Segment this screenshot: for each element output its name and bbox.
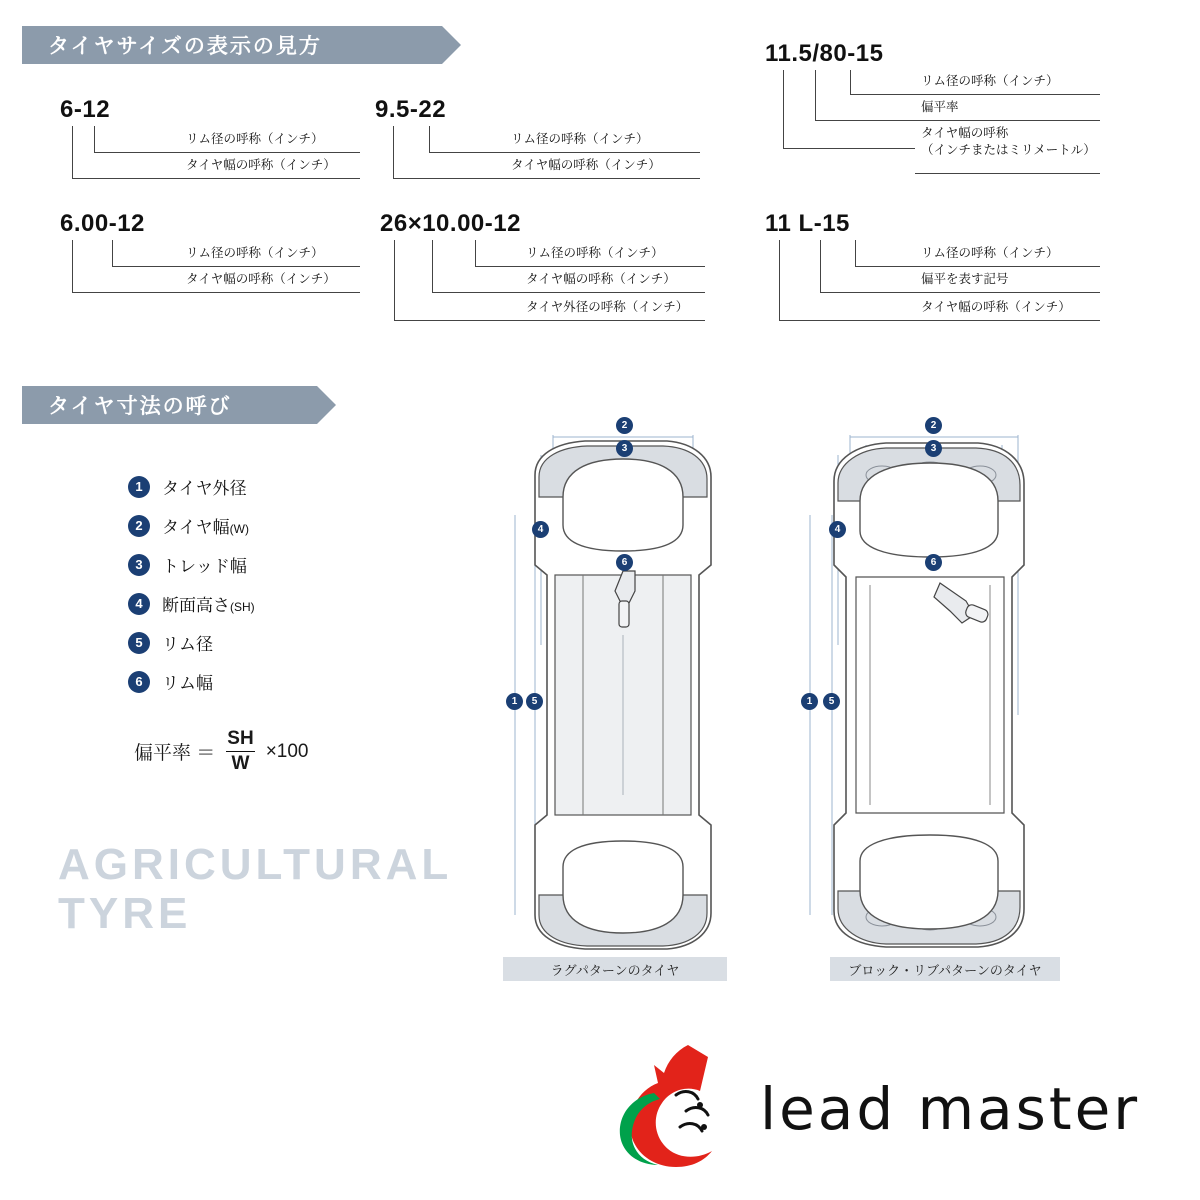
- legend-badge: 3: [128, 554, 150, 576]
- dim-badge-2: 2: [925, 417, 942, 434]
- dim-badge-4: 4: [532, 521, 549, 538]
- legend-item: [128, 552, 255, 577]
- legend-label: リム幅: [162, 674, 213, 693]
- lead-master-mark-icon: [580, 1035, 760, 1175]
- size-label: 6-12: [60, 96, 111, 123]
- formula-denominator: W: [226, 751, 256, 775]
- legend-badge: 2: [128, 515, 150, 537]
- dim-badge-4: 4: [829, 521, 846, 538]
- callout-text: タイヤ幅の呼称（インチ）: [526, 272, 676, 286]
- size-example-11L-15: [765, 210, 1105, 348]
- size-example-6-12: [60, 96, 360, 204]
- dim-badge-6: 6: [616, 554, 633, 571]
- callout-text: リム径の呼称（インチ）: [921, 246, 1059, 260]
- formula-fraction: [221, 728, 259, 775]
- callout-text: タイヤ幅の呼称（インチ）: [921, 300, 1071, 314]
- legend-item: [128, 669, 255, 694]
- callout-text: リム径の呼称（インチ）: [186, 132, 324, 146]
- dim-badge-1: 1: [506, 693, 523, 710]
- size-label: 11 L-15: [765, 210, 850, 237]
- size-example-9-5-22: [375, 96, 695, 204]
- tyre-diagram-block-rib: [790, 415, 1070, 978]
- legend-badge: 4: [128, 593, 150, 615]
- section-banner-dimension: [22, 386, 317, 424]
- legend-item: [128, 513, 255, 538]
- legend-badge: 1: [128, 476, 150, 498]
- size-example-6-00-12: [60, 210, 360, 318]
- size-label: 9.5-22: [375, 96, 447, 123]
- size-label: 11.5/80-15: [765, 40, 884, 67]
- dim-badge-6: 6: [925, 554, 942, 571]
- legend-label: リム径: [162, 635, 213, 654]
- size-label: 6.00-12: [60, 210, 145, 237]
- callout-text: タイヤ幅の呼称（インチ）: [511, 158, 661, 172]
- callout-text: リム径の呼称（インチ）: [526, 246, 664, 260]
- dim-badge-1: 1: [801, 693, 818, 710]
- diagram-caption-block-rib: ブロック・リブパターンのタイヤ: [830, 957, 1060, 981]
- callout-text: タイヤ幅の呼称: [921, 126, 1009, 140]
- legend-item: [128, 591, 255, 616]
- callout-text: タイヤ幅の呼称（インチ）: [186, 158, 336, 172]
- watermark-line-1: AGRICULTURAL: [58, 840, 453, 889]
- legend-item: [128, 630, 255, 655]
- legend-label: トレッド幅: [162, 557, 247, 576]
- formula-numerator: SH: [227, 728, 254, 749]
- legend-item: [128, 474, 255, 499]
- callout-text: リム径の呼称（インチ）: [921, 74, 1059, 88]
- callout-text: リム径の呼称（インチ）: [511, 132, 649, 146]
- diagram-caption-lug: ラグパターンのタイヤ: [503, 957, 727, 981]
- watermark-agricultural-tyre: [58, 840, 452, 939]
- size-label: 26×10.00-12: [380, 210, 521, 237]
- callout-text: 偏平を表す記号: [921, 272, 1009, 286]
- dim-badge-3: 3: [616, 440, 633, 457]
- dim-badge-2: 2: [616, 417, 633, 434]
- formula-tail: ×100: [265, 740, 309, 762]
- section-title-notation: タイヤサイズの表示の見方: [48, 35, 322, 58]
- callout-text: リム径の呼称（インチ）: [186, 246, 324, 260]
- brand-logo-text: lead master: [760, 1075, 1141, 1143]
- legend-badge: 6: [128, 671, 150, 693]
- legend-label: タイヤ外径: [162, 479, 247, 498]
- size-example-26x10-00-12: [380, 210, 710, 348]
- section-banner-notation: [22, 26, 442, 64]
- dim-badge-3: 3: [925, 440, 942, 457]
- size-example-11-5-80-15: [765, 40, 1105, 208]
- brand-logo: [580, 1035, 1180, 1185]
- section-title-dimension: タイヤ寸法の呼び: [48, 395, 232, 418]
- callout-text: （インチまたはミリメートル）: [921, 143, 1096, 158]
- dimension-legend: [128, 474, 255, 708]
- legend-label: 断面高さ(SH): [162, 596, 255, 615]
- legend-badge: 5: [128, 632, 150, 654]
- callout-text: タイヤ外径の呼称（インチ）: [526, 300, 689, 314]
- dim-badge-5: 5: [823, 693, 840, 710]
- formula-lead: 偏平率 ＝: [134, 743, 216, 764]
- legend-label: タイヤ幅(W): [162, 518, 249, 537]
- dim-badge-5: 5: [526, 693, 543, 710]
- tyre-diagram-lug: [495, 415, 755, 978]
- watermark-line-2: TYRE: [58, 889, 192, 939]
- callout-text: 偏平率: [921, 100, 959, 114]
- flatness-ratio-formula: [134, 728, 308, 775]
- callout-text: タイヤ幅の呼称（インチ）: [186, 272, 336, 286]
